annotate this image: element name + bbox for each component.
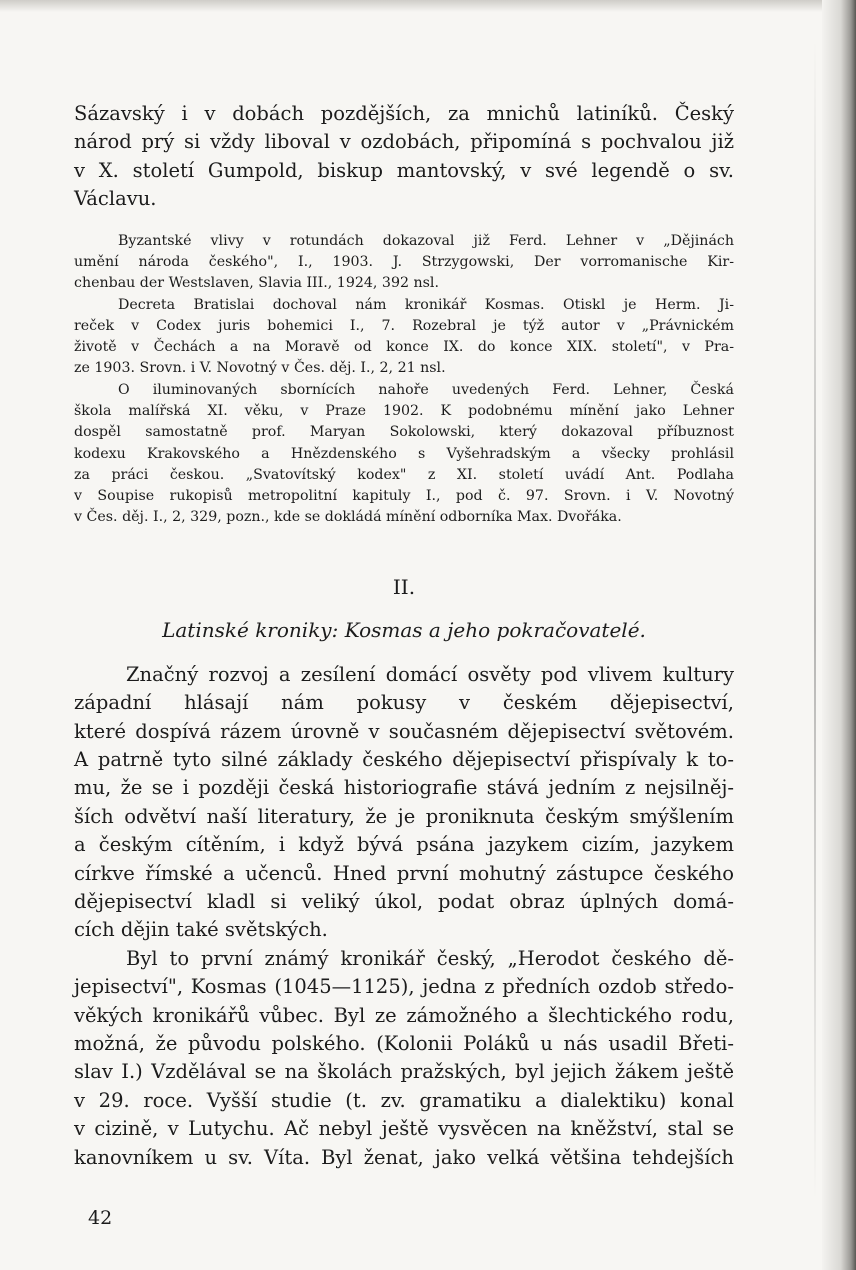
scan-top-shadow (0, 0, 856, 12)
text-line: západní hlásají nám pokusy v českém dějepisectví, (74, 691, 734, 715)
paragraph-first-line (74, 661, 734, 689)
text-line: národ prý si vždy liboval v ozdobách, připomíná s pochvalou již (74, 130, 734, 154)
note-line: umění národa českého", I., 1903. J. Strzygowski, Der vorromanische Kir- (74, 253, 734, 270)
section-number: II. (392, 574, 416, 599)
note-line: Decreta Bratislai dochoval nám kronikář Kosmas. Otiskl je Herm. Ji- (118, 296, 734, 313)
paragraph-intro (74, 100, 734, 214)
text-line: A patrně tyto silné základy českého dějepisectví přispívaly k to- (74, 748, 734, 771)
text-line: kanovníkem u sv. Víta. Byl ženat, jako velká většina tehdejších (74, 1145, 734, 1169)
note-line: chenbau der Westslaven, Slavia III., 1924, 392 nsl. (74, 275, 439, 292)
text-line: církve římské a učenců. Hned první mohutný zástupce českého (74, 861, 734, 885)
note-line: dospěl samostatně prof. Maryan Sokolowski, který dokazoval příbuznost (74, 424, 734, 441)
footnote-illuminated (74, 380, 734, 401)
note-line: Byzantské vlivy v rotundách dokazoval již Ferd. Lehner v „Dějinách (118, 232, 734, 249)
text-line: mu, že se i později česká historiografie stává jedním z nejsilněj- (74, 776, 734, 800)
text-line: v X. století Gumpold, biskup mantovský, v své legendě o sv. (74, 158, 734, 182)
paragraph-historiography (74, 661, 734, 945)
text-line: jepisectví", Kosmas (1045—1125), jedna z předních ozdob středo- (74, 975, 734, 999)
note-line: škola malířská XI. věku, v Praze 1902. K podobnému mínění jako Lehner (74, 403, 734, 419)
text-line: ších odvětví naší literatury, že je proniknuta českým smýšlením (74, 804, 734, 828)
book-page (74, 100, 734, 1172)
note-line: v Soupise rukopisů metropolitní kapituly I., pod č. 97. Srovn. i V. Novotný (74, 488, 734, 505)
note-line: reček v Codex juris bohemici I., 7. Rozebral je týž autor v „Právnickém (74, 317, 734, 334)
page-gutter-line (814, 40, 816, 1200)
text-line: v 29. roce. Vyšší studie (t. zv. gramatiku a dialektiku) konal (74, 1088, 734, 1112)
paragraph-kosmas (74, 945, 734, 1172)
note-line: kodexu Krakovského a Hnězdenského s Vyšehradským a všecky prohlásil (74, 445, 734, 462)
section-title: Latinské kroniky: Kosmas a jeho pokračovatelé. (162, 617, 646, 642)
note-line: životě v Čechách a na Moravě od konce IX. do konce XIX. století", v Pra- (74, 339, 734, 356)
text-line: Značný rozvoj a zesílení domácí osvěty pod vlivem kultury (126, 662, 734, 686)
note-line: ze 1903. Srovn. i V. Novotný v Čes. děj. I., 2, 21 nsl. (74, 360, 446, 377)
note-line: O iluminovaných sbornících nahoře uvedených Ferd. Lehner, Česká (118, 381, 734, 398)
text-line: věkých kronikářů vůbec. Byl ze zámožného a šlechtického rodu, (74, 1003, 734, 1027)
text-line: možná, že původu polského. (Kolonii Poláků u nás usadil Břeti- (74, 1032, 734, 1056)
footnote-decreta (74, 295, 734, 316)
text-line: Václavu. (74, 187, 157, 211)
page-number: 42 (88, 1207, 113, 1229)
note-line: za práci českou. „Svatovítský kodex" z XI. století uvádí Ant. Podlaha (74, 466, 734, 483)
text-line: dějepisectví kladl si veliký úkol, podat obraz úplných domá- (74, 890, 734, 914)
page-right-edge (822, 0, 856, 1270)
text-line: Sázavský i v dobách pozdějších, za mnichů latiníků. Český (74, 102, 734, 125)
text-line: které dospívá rázem úrovně v současném dějepisectví světovém. (74, 719, 734, 743)
text-line: slav I.) Vzdělával se na školách pražských, byl jejich žákem ještě (74, 1060, 734, 1084)
text-line: cích dějin také světských. (74, 918, 328, 942)
text-line: Byl to první známý kronikář český, „Herodot českého dě- (126, 946, 734, 970)
footnotes (74, 231, 734, 529)
text-line: v cizině, v Lutychu. Ač nebyl ještě vysvěcen na kněžství, stal se (74, 1117, 734, 1141)
note-line: v Čes. děj. I., 2, 329, pozn., kde se dokládá mínění odborníka Max. Dvořáka. (74, 509, 622, 526)
footnote-byzantine (74, 231, 734, 252)
paragraph-first-line (74, 945, 734, 973)
text-line: a českým cítěním, i když bývá psána jazykem cizím, jazykem (74, 833, 734, 857)
